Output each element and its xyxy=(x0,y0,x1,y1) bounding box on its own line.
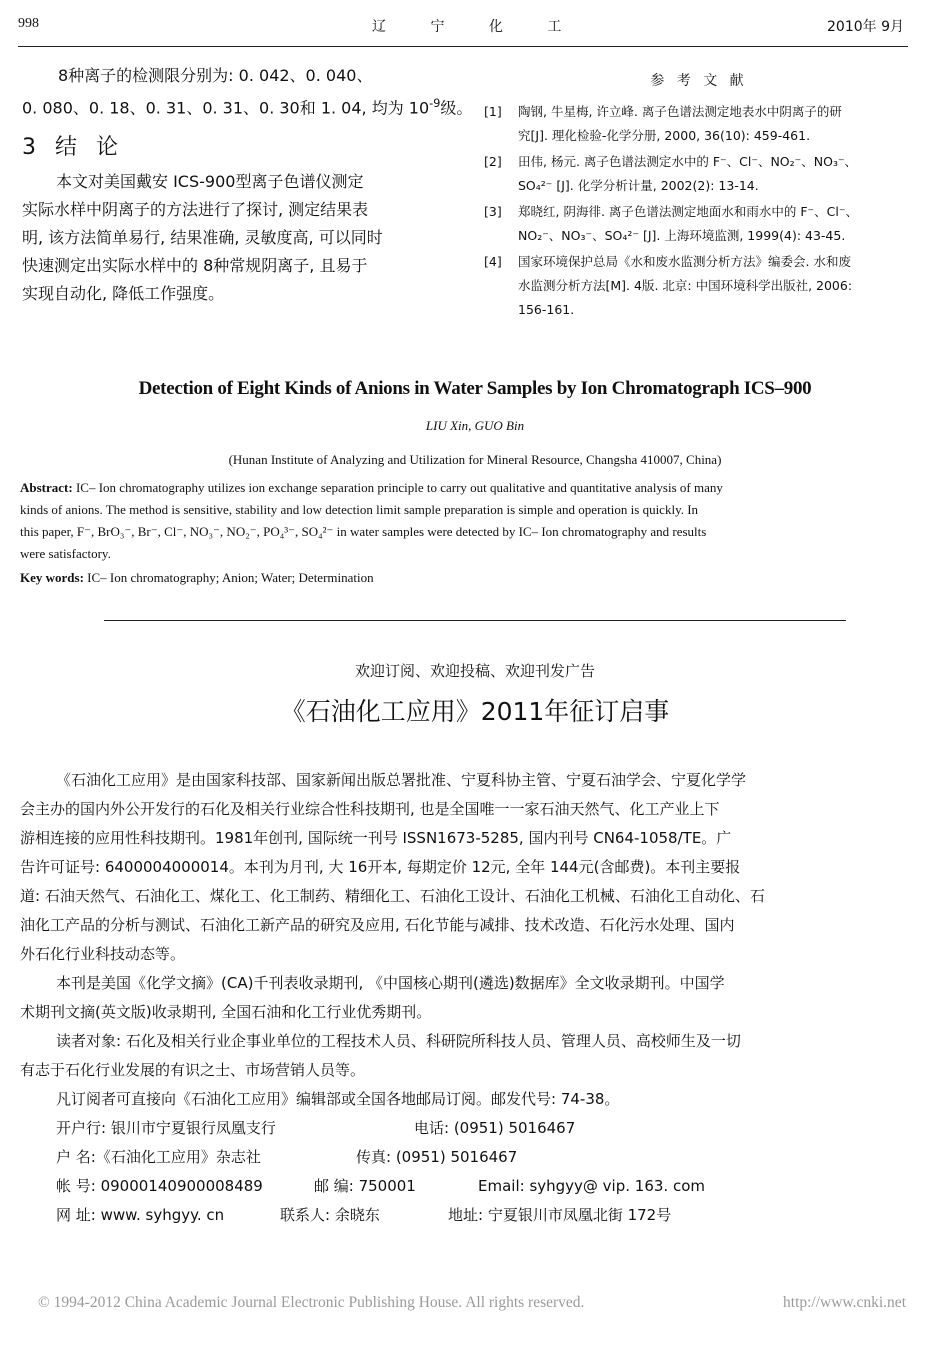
contact-row-2 xyxy=(20,1143,920,1172)
english-affiliation: (Hunan Institute of Analyzing and Utilization for Mineral Resource, Changsha 410007, China) xyxy=(228,452,722,467)
english-title: Detection of Eight Kinds of Anions in Water Samples by Ion Chromatograph ICS–900 xyxy=(138,378,812,399)
conclusion-line: 明, 该方法简单易行, 结果准确, 灵敏度高, 可以同时 xyxy=(22,228,383,248)
reference-text: 田伟, 杨元. 离子色谱法测定水中的 F⁻、Cl⁻、NO₂⁻、NO₃⁻、 xyxy=(518,154,858,169)
footer-copyright: © 1994-2012 China Academic Journal Electronic Publishing House. All rights reserved. xyxy=(38,1294,585,1311)
abstract-label: Abstract: xyxy=(20,480,73,495)
header-rule xyxy=(18,46,908,47)
reference-text: 水监测分析方法[M]. 4版. 北京: 中国环境科学出版社, 2006: xyxy=(518,278,853,293)
notice-para1-line: 告许可证号: 6400004000014。本刊为月刊, 大 16开本, 每期定价 12元, 全年 144元(含邮费)。本刊主要报 xyxy=(20,858,741,876)
notice-para1-line: 会主办的国内外公开发行的石化及相关行业综合性科技期刊, 也是全国唯一一家石油天然气、化工产业上下 xyxy=(20,800,720,818)
abstract-line-3: this paper, F⁻, BrO₃⁻, Br⁻, Cl⁻, NO₃⁻, NO₂⁻, PO₄³⁻, SO₄²⁻ in water samples were detected by IC– Ion chromatography and results xyxy=(20,524,707,539)
notice-paragraph-2 xyxy=(20,969,920,1027)
conclusion-line: 快速测定出实际水样中的 8种常规阴离子, 且易于 xyxy=(22,256,368,276)
lod-line-1: 8种离子的检测限分别为: 0. 042、0. 040、 xyxy=(58,66,373,85)
notice-para1-line: 《石油化工应用》是由国家科技部、国家新闻出版总署批准、宁夏科协主管、宁夏石油学会、宁夏化学学 xyxy=(56,771,747,789)
reference-item xyxy=(484,250,914,322)
lod-suffix: 级。 xyxy=(440,98,473,118)
contact-row-1 xyxy=(20,1114,920,1143)
section-divider xyxy=(104,620,846,621)
reference-item xyxy=(484,100,914,148)
reference-text: 陶钢, 牛星梅, 许立峰. 离子色谱法测定地表水中阴离子的研 xyxy=(518,104,842,119)
contact-row-3 xyxy=(20,1172,920,1201)
account-number: 帐 号: 09000140900008489 xyxy=(56,1177,263,1195)
reference-item xyxy=(484,150,914,198)
notice-para1-line: 外石化行业科技动态等。 xyxy=(20,945,186,963)
notice-paragraph-4: 凡订阅者可直接向《石油化工应用》编辑部或全国各地邮局订阅。邮发代号: 74-38。 xyxy=(56,1090,620,1108)
references-title: 参 考 文 献 xyxy=(650,73,748,89)
notice-para1-line: 道: 石油天然气、石油化工、煤化工、化工制药、精细化工、石油化工设计、石油化工机械、石油化工自动化、石 xyxy=(20,887,765,905)
issue-date: 2010年 9月 xyxy=(827,19,904,35)
english-abstract xyxy=(20,477,910,589)
abstract-line-1: IC– Ion chromatography utilizes ion exchange separation principle to carry out qualitative and quantitative analysis of many xyxy=(75,480,723,495)
address: 地址: 宁夏银川市凤凰北街 172号 xyxy=(448,1206,672,1224)
reference-number: [1] xyxy=(484,104,502,119)
conclusion-line: 本文对美国戴安 ICS-900型离子色谱仪测定 xyxy=(56,172,364,192)
website[interactable]: 网 址: www. syhgyy. cn xyxy=(56,1206,225,1224)
english-authors: LIU Xin, GUO Bin xyxy=(425,418,525,433)
email[interactable]: Email: syhgyy@ vip. 163. com xyxy=(478,1177,705,1195)
notice-paragraph-3 xyxy=(20,1027,920,1085)
page-number: 998 xyxy=(18,16,39,31)
reference-number: [4] xyxy=(484,254,502,269)
left-column xyxy=(22,62,473,308)
reference-text: NO₂⁻、NO₃⁻、SO₄²⁻ [J]. 上海环境监测, 1999(4): 43-45. xyxy=(518,228,846,243)
reference-text: 郑晓红, 阴海徘. 离子色谱法测定地面水和雨水中的 F⁻、Cl⁻、 xyxy=(518,204,858,219)
abstract-line-2: kinds of anions. The method is sensitive, stability and low detection limit sample preparation is simple and operation is quickly. In xyxy=(20,502,699,517)
notice-para2-line: 术期刊文摘(英文版)收录期刊, 全国石油和化工行业优秀期刊。 xyxy=(20,1003,432,1021)
notice-subtitle: 欢迎订阅、欢迎投稿、欢迎刊发广告 xyxy=(354,662,595,680)
contact-person: 联系人: 余晓东 xyxy=(280,1206,380,1224)
reference-text: 156-161. xyxy=(518,302,575,317)
conclusion-line: 实际水样中阴离子的方法进行了探讨, 测定结果表 xyxy=(22,200,369,220)
notice-paragraph-1 xyxy=(20,766,920,969)
abstract-line-4: were satisfactory. xyxy=(20,546,111,561)
conclusion-paragraph xyxy=(22,168,452,308)
reference-text: SO₄²⁻ [J]. 化学分析计量, 2002(2): 13-14. xyxy=(518,178,759,193)
conclusion-line: 实现自动化, 降低工作强度。 xyxy=(22,284,225,304)
reference-text: 国家环境保护总局《水和废水监测分析方法》编委会. 水和废 xyxy=(518,254,851,269)
notice-para1-line: 油化工产品的分析与测试、石油化工新产品的研究及应用, 石化节能与减排、技术改造、石化污水处理、国内 xyxy=(20,916,735,934)
postcode: 邮 编: 750001 xyxy=(314,1177,416,1195)
lod-line-2 xyxy=(22,90,473,122)
notice-para3-line: 有志于石化行业发展的有识之士、市场营销人员等。 xyxy=(20,1061,366,1079)
fax-info: 传真: (0951) 5016467 xyxy=(356,1148,518,1166)
notice-para1-line: 游相连接的应用性科技期刊。1981年创刊, 国际统一刊号 ISSN1673-5285, 国内刊号 CN64-1058/TE。广 xyxy=(20,829,732,847)
reference-number: [2] xyxy=(484,154,502,169)
contact-row-4 xyxy=(20,1201,920,1230)
references-section xyxy=(484,70,914,324)
notice-para2-line: 本刊是美国《化学文摘》(CA)千刊表收录期刊, 《中国核心期刊(遴选)数据库》全文收录期刊。中国学 xyxy=(56,974,725,992)
lod-exponent: -9 xyxy=(429,97,441,110)
reference-item xyxy=(484,200,914,248)
notice-title: 《石油化工应用》2011年征订启事 xyxy=(280,697,670,726)
reference-list xyxy=(484,100,914,322)
section-title: 3 结 论 xyxy=(22,135,124,161)
keywords: IC– Ion chromatography; Anion; Water; Determination xyxy=(87,570,374,585)
reference-number: [3] xyxy=(484,204,502,219)
keywords-label: Key words: xyxy=(20,570,84,585)
footer-url[interactable]: http://www.cnki.net xyxy=(783,1294,906,1311)
notice-para3-line: 读者对象: 石化及相关行业企事业单位的工程技术人员、科研院所科技人员、管理人员、高校师生及一切 xyxy=(56,1032,741,1050)
phone-info: 电话: (0951) 5016467 xyxy=(414,1119,576,1137)
lod-values: 0. 080、0. 18、0. 31、0. 31、0. 30和 1. 04, 均为 10 xyxy=(22,98,430,118)
journal-name: 辽 宁 化 工 xyxy=(372,19,582,35)
account-name: 户 名:《石油化工应用》杂志社 xyxy=(56,1148,261,1166)
bank-info: 开户行: 银川市宁夏银行凤凰支行 xyxy=(56,1119,276,1137)
reference-text: 究[J]. 理化检验-化学分册, 2000, 36(10): 459-461. xyxy=(518,128,811,143)
notice-body xyxy=(20,766,920,1230)
